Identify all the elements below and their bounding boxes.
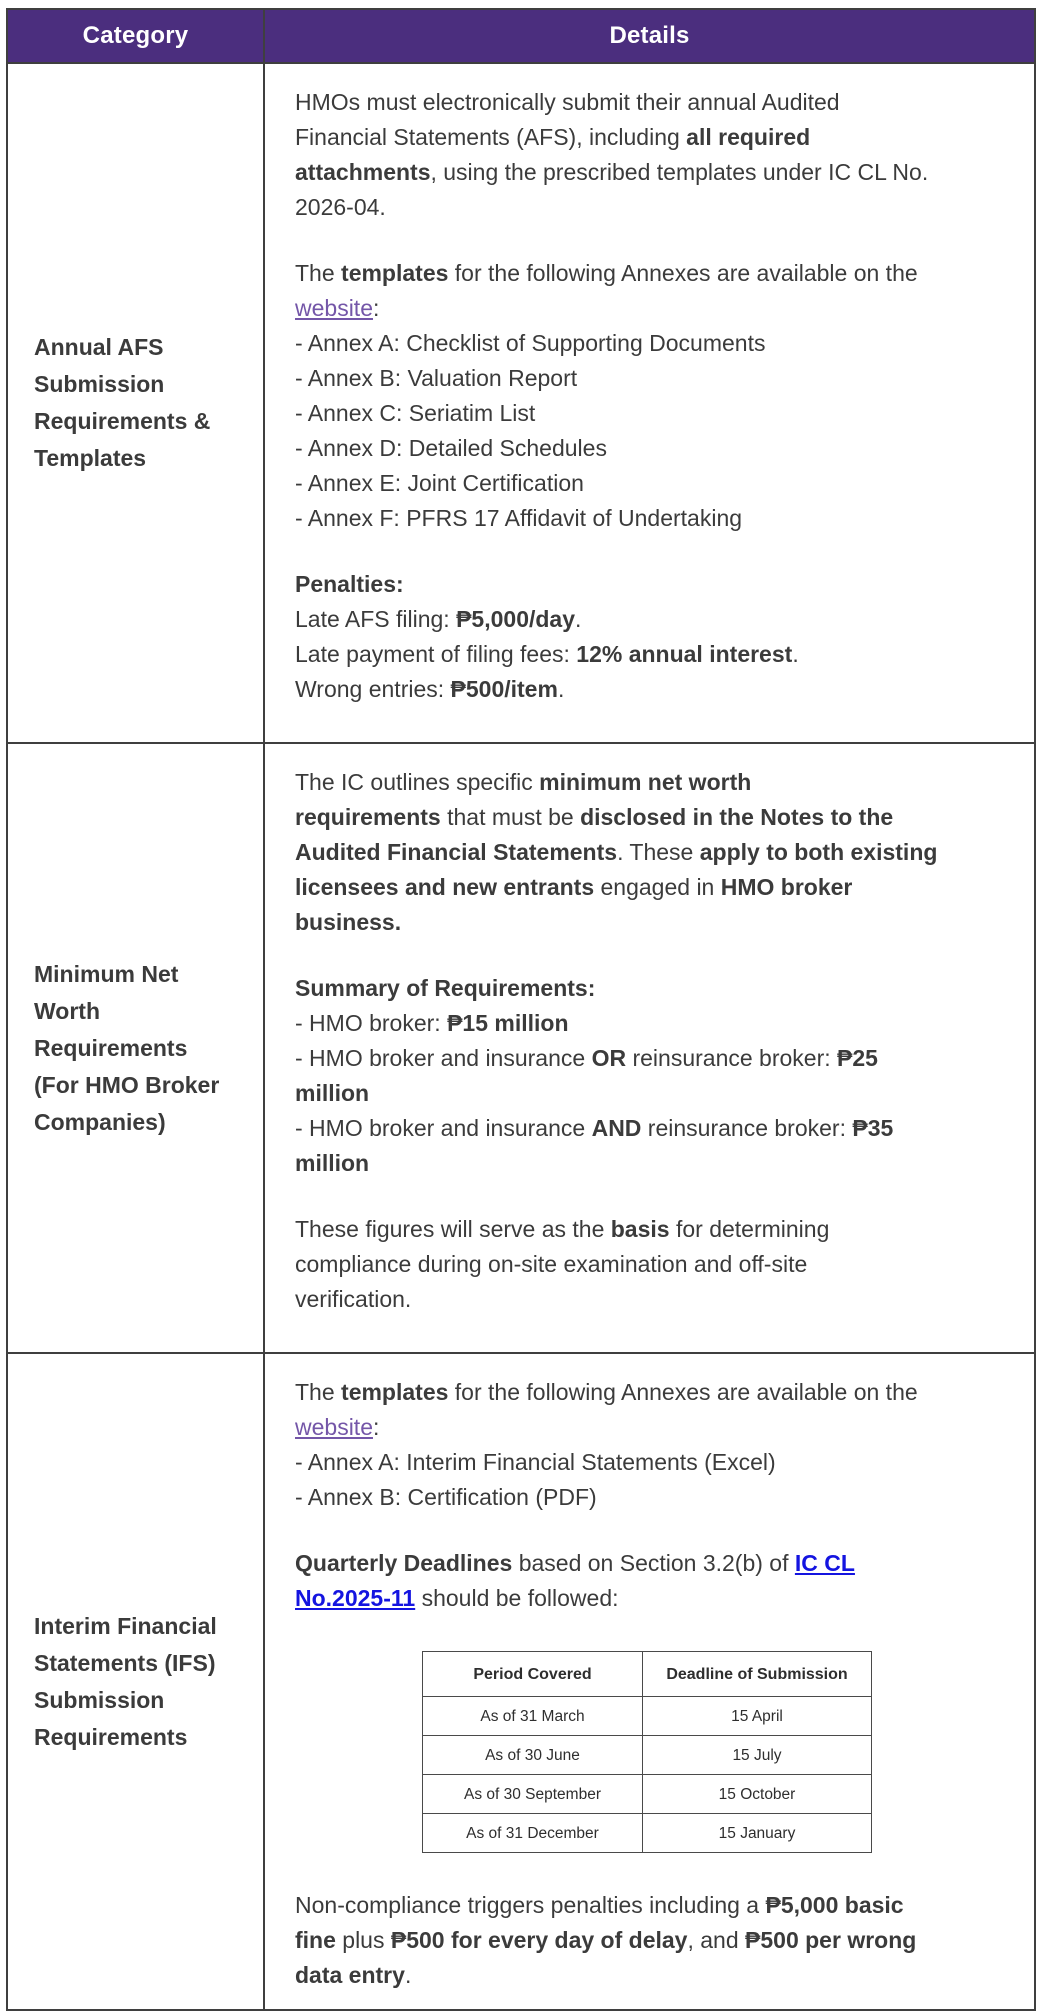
text-line (295, 431, 1016, 466)
text-run: disclosed in the Notes to the (580, 804, 894, 830)
inner-table-row (423, 1736, 872, 1775)
text-run: (For HMO Broker (34, 1071, 220, 1098)
text-line (295, 1958, 1016, 1993)
text-line (295, 1146, 1016, 1181)
text-line (295, 1581, 1016, 1616)
header-details: Details (264, 9, 1035, 63)
text-run: ₱15 million (447, 1010, 569, 1036)
table-row (7, 743, 1035, 1353)
text-run: - HMO broker and insurance (295, 1115, 592, 1141)
text-line (295, 1006, 1016, 1041)
text-run: Templates (34, 445, 147, 471)
period-cell: As of 31 March (423, 1697, 643, 1736)
text-line (34, 956, 255, 993)
text-run: Requirements & (34, 408, 211, 434)
text-line (34, 440, 255, 477)
text-run: Requirements (34, 1034, 188, 1061)
text-run: Annual AFS (34, 334, 164, 360)
text-line (295, 291, 1016, 326)
text-line (295, 1041, 1016, 1076)
inner-table-row (423, 1814, 872, 1853)
text-run: plus (335, 1927, 391, 1953)
text-line (295, 567, 1016, 602)
text-run: The (295, 1379, 342, 1405)
paragraph-gap (295, 1616, 1016, 1647)
text-line (295, 1111, 1016, 1146)
period-cell: As of 31 December (423, 1814, 643, 1853)
text-run: reinsurance broker: (641, 1115, 853, 1141)
period-cell: As of 30 June (423, 1736, 643, 1775)
details-cell-interim-fs (264, 1353, 1035, 2010)
text-run: million (295, 1150, 370, 1176)
text-run: . (557, 676, 565, 702)
text-run: Late payment of filing fees: (295, 641, 577, 667)
text-line (295, 155, 1016, 190)
text-run: Requirements (34, 1723, 188, 1750)
text-run: . (404, 1962, 412, 1988)
text-line (295, 637, 1016, 672)
paragraph-gap (295, 1181, 1016, 1212)
text-line (295, 120, 1016, 155)
details-cell-net-worth (264, 743, 1035, 1353)
text-line (295, 1212, 1016, 1247)
text-line (295, 1375, 1016, 1410)
text-run: These figures will serve as the (295, 1216, 611, 1242)
text-line (295, 1410, 1016, 1445)
inner-header-deadline: Deadline of Submission (643, 1652, 872, 1697)
paragraph-gap (295, 536, 1016, 567)
text-run: - Annex B: Valuation Report (295, 365, 578, 391)
text-line (34, 329, 255, 366)
text-run: - Annex A: Checklist of Supporting Documents (295, 330, 766, 356)
text-line (34, 1608, 255, 1645)
text-run: Summary of Requirements: (295, 975, 596, 1001)
text-line (34, 1682, 255, 1719)
text-run: - Annex A: Interim Financial Statements (Excel) (295, 1449, 776, 1475)
paragraph-gap (295, 940, 1016, 971)
text-run: ₱5,000/day (456, 606, 576, 632)
text-run: HMOs must electronically submit their annual Audited (295, 89, 840, 115)
text-run: . (792, 641, 799, 667)
text-line (34, 1719, 255, 1756)
text-line (295, 466, 1016, 501)
text-line (295, 1888, 1016, 1923)
category-cell-interim-fs (7, 1353, 264, 2010)
text-run: templates (341, 1379, 449, 1405)
text-line (34, 1030, 255, 1067)
header-category: Category (7, 9, 264, 63)
text-run: Non-compliance triggers penalties including a (295, 1892, 766, 1918)
text-run: ₱35 (852, 1115, 894, 1141)
text-run: that must be (440, 804, 581, 830)
text-line (34, 993, 255, 1030)
text-line (295, 501, 1016, 536)
text-run: : (372, 295, 380, 321)
text-run: Late AFS filing: (295, 606, 457, 632)
period-cell: As of 30 September (423, 1775, 643, 1814)
text-run: requirements (295, 804, 441, 830)
quarterly-deadlines-table-wrap (422, 1651, 1016, 1853)
text-run: million (295, 1080, 370, 1106)
text-line (295, 326, 1016, 361)
text-line (295, 1546, 1016, 1581)
text-run: The (295, 260, 342, 286)
quarterly-deadlines-table (422, 1651, 872, 1853)
website-link[interactable]: website (295, 295, 373, 321)
text-run: 12% annual interest (576, 641, 793, 667)
text-run: AND (591, 1115, 642, 1141)
text-line (34, 1645, 255, 1682)
text-line (295, 765, 1016, 800)
text-line (34, 1104, 255, 1141)
table-header-row (7, 9, 1035, 63)
text-run: Financial Statements (AFS), including (295, 124, 687, 150)
text-line (295, 396, 1016, 431)
text-run: . (575, 606, 582, 632)
text-run: minimum net worth (539, 769, 752, 795)
text-run: attachments (295, 159, 431, 185)
details-cell-annual-afs (264, 63, 1035, 743)
text-line (295, 85, 1016, 120)
text-run: templates (341, 260, 449, 286)
ic-circular-link[interactable]: IC CL (794, 1550, 855, 1576)
text-run: - Annex F: PFRS 17 Affidavit of Undertaking (295, 505, 743, 531)
text-run: based on Section 3.2(b) of (512, 1550, 795, 1576)
text-line (295, 1923, 1016, 1958)
text-run: Interim Financial (34, 1612, 217, 1639)
text-run: for the following Annexes are available on the (448, 1379, 918, 1405)
text-run: fine (295, 1927, 336, 1953)
text-line (295, 256, 1016, 291)
text-run: HMO broker (720, 874, 853, 900)
text-run: data entry (295, 1962, 405, 1988)
text-run: . These (617, 839, 700, 865)
text-line (295, 361, 1016, 396)
deadline-cell: 15 January (643, 1814, 872, 1853)
text-run: basis (610, 1216, 670, 1242)
table-row (7, 63, 1035, 743)
text-run: - Annex C: Seriatim List (295, 400, 536, 426)
paragraph-gap (295, 225, 1016, 256)
text-run: Wrong entries: (295, 676, 451, 702)
text-run: ₱500 for every day of delay (390, 1927, 688, 1953)
text-line (295, 1282, 1016, 1317)
text-run: ₱25 (837, 1045, 878, 1071)
text-line (295, 905, 1016, 940)
text-run: Quarterly Deadlines (295, 1550, 513, 1576)
requirements-table (6, 8, 1036, 2011)
inner-header-row (423, 1652, 872, 1697)
text-run: - Annex B: Certification (PDF) (295, 1484, 597, 1510)
deadline-cell: 15 April (643, 1697, 872, 1736)
text-run: Minimum Net (34, 960, 179, 987)
text-line (295, 1076, 1016, 1111)
text-run: - Annex E: Joint Certification (295, 470, 584, 496)
paragraph-gap (295, 1857, 1016, 1888)
ic-circular-link[interactable]: No.2025-11 (295, 1585, 416, 1611)
text-run: should be followed: (415, 1585, 619, 1611)
category-cell-net-worth (7, 743, 264, 1353)
details-text-top (295, 1375, 1016, 1647)
text-line (295, 835, 1016, 870)
text-line (295, 602, 1016, 637)
text-line (295, 672, 1016, 707)
text-line (295, 1480, 1016, 1515)
text-line (34, 1067, 255, 1104)
text-run: Submission (34, 371, 165, 397)
text-run: ₱500 per wrong (745, 1927, 917, 1953)
text-run: , and (687, 1927, 746, 1953)
text-run: Worth (34, 997, 101, 1024)
text-run: reinsurance broker: (626, 1045, 838, 1071)
text-run: apply to both existing (699, 839, 938, 865)
text-run: - HMO broker: (295, 1010, 448, 1036)
text-line (295, 800, 1016, 835)
text-run: Audited Financial Statements (295, 839, 618, 865)
text-run: compliance during on-site examination and off-site (295, 1251, 808, 1277)
text-line (295, 870, 1016, 905)
text-line (295, 1445, 1016, 1480)
text-run: Submission (34, 1686, 165, 1713)
inner-table-row (423, 1775, 872, 1814)
text-line (34, 366, 255, 403)
text-run: business. (295, 909, 402, 935)
text-line (295, 971, 1016, 1006)
deadline-cell: 15 October (643, 1775, 872, 1814)
inner-header-period: Period Covered (423, 1652, 643, 1697)
text-line (295, 1247, 1016, 1282)
deadline-cell: 15 July (643, 1736, 872, 1775)
text-run: all required (686, 124, 811, 150)
text-line (295, 190, 1016, 225)
text-run: for the following Annexes are available on the (448, 260, 918, 286)
text-run: for determining (669, 1216, 830, 1242)
text-run: - HMO broker and insurance (295, 1045, 592, 1071)
text-run: Penalties: (295, 571, 404, 597)
details-text-bottom (295, 1857, 1016, 1993)
inner-table-row (423, 1697, 872, 1736)
table-row (7, 1353, 1035, 2010)
text-run: OR (591, 1045, 627, 1071)
text-run: engaged in (594, 874, 721, 900)
text-run: - Annex D: Detailed Schedules (295, 435, 607, 461)
text-run: ₱500/item (450, 676, 558, 702)
text-run: verification. (295, 1286, 412, 1312)
text-run: , using the prescribed templates under IC CL No. (430, 159, 929, 185)
category-cell-annual-afs (7, 63, 264, 743)
text-run: Statements (IFS) (34, 1649, 216, 1676)
text-run: : (372, 1414, 380, 1440)
text-run: Companies) (34, 1108, 166, 1135)
text-line (34, 403, 255, 440)
text-run: 2026-04. (295, 194, 386, 220)
text-run: ₱5,000 basic (765, 1892, 904, 1918)
text-run: The IC outlines specific (295, 769, 540, 795)
paragraph-gap (295, 1515, 1016, 1546)
text-run: licensees and new entrants (295, 874, 595, 900)
website-link[interactable]: website (295, 1414, 373, 1440)
